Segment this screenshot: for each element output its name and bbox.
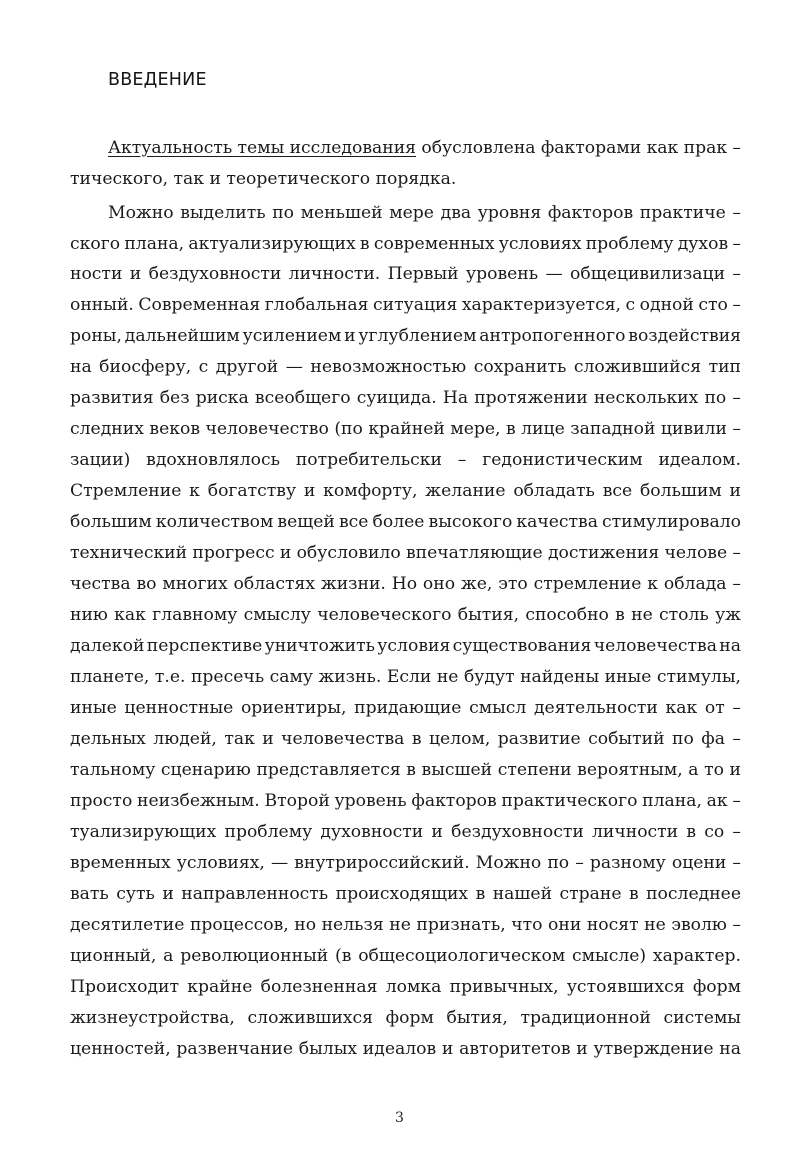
- text-line: планете, т.е. пресечь саму жизнь. Если не будут найдены иные стимулы,: [70, 667, 741, 687]
- page-number: 3: [395, 1110, 404, 1126]
- text-line: онный. Современная глобальная ситуация характеризуется, с одной сто –: [70, 295, 741, 315]
- section-heading: ВВЕДЕНИЕ: [108, 70, 207, 90]
- text-line: десятилетие процессов, но нельзя не признать, что они носят не эволю –: [70, 915, 741, 935]
- text-line: иные ценностные ориентиры, придающие смысл деятельности как от –: [70, 698, 741, 718]
- text-line: далекой перспективе уничтожить условия существования человечества на: [70, 636, 741, 656]
- text-line: Стремление к богатству и комфорту, желание обладать все большим и: [70, 481, 741, 501]
- text-line: зации) вдохновлялось потребительски – гедонистическим идеалом.: [70, 450, 741, 470]
- text-line: туализирующих проблему духовности и бездуховности личности в со –: [70, 822, 741, 842]
- text-line: чества во многих областях жизни. Но оно же, это стремление к облада –: [70, 574, 741, 594]
- text-line: временных условиях, — внутрироссийский. Можно по – разному оцени –: [70, 853, 741, 873]
- text-line: Можно выделить по меньшей мере два уровня факторов практиче –: [108, 203, 741, 223]
- text-line: просто неизбежным. Второй уровень факторов практического плана, ак –: [70, 791, 741, 811]
- text-line: роны, дальнейшим усилением и углублением антропогенного воздействия: [70, 326, 741, 346]
- text-line: технический прогресс и обусловило впечатляющие достижения челове –: [70, 543, 741, 563]
- text-line: тальному сценарию представляется в высшей степени вероятным, а то и: [70, 760, 741, 780]
- text-line: на биосферу, с другой — невозможностью сохранить сложившийся тип: [70, 357, 741, 377]
- text-line: ционный, а революционный (в общесоциологическом смысле) характер.: [70, 946, 741, 966]
- text-line: развития без риска всеобщего суицида. На протяжении нескольких по –: [70, 388, 741, 408]
- text-line: ского плана, актуализирующих в современных условиях проблему духов –: [70, 234, 741, 254]
- text-line: тического, так и теоретического порядка.: [70, 169, 457, 189]
- text-line: дельных людей, так и человечества в целом, развитие событий по фа –: [70, 729, 741, 749]
- underlined-term: Актуальность темы исследования: [108, 138, 417, 158]
- text-line: нию как главному смыслу человеческого бытия, способно в не столь уж: [70, 605, 741, 625]
- text-line: жизнеустройства, сложившихся форм бытия, традиционной системы: [70, 1008, 741, 1028]
- text-line: большим количеством вещей все более высокого качества стимулировало: [70, 512, 741, 532]
- text-line: [108, 135, 741, 161]
- text-line: ценностей, развенчание былых идеалов и авторитетов и утверждение на: [70, 1039, 741, 1059]
- text-line: вать суть и направленность происходящих в нашей стране в последнее: [70, 884, 741, 904]
- text-line: ности и бездуховности личности. Первый уровень — общецивилизаци –: [70, 264, 741, 284]
- text-fragment: обусловлена факторами как прак –: [416, 138, 742, 158]
- text-line: следних веков человечество (по крайней мере, в лице западной цивили –: [70, 419, 741, 439]
- text-line: Происходит крайне болезненная ломка привычных, устоявшихся форм: [70, 977, 741, 997]
